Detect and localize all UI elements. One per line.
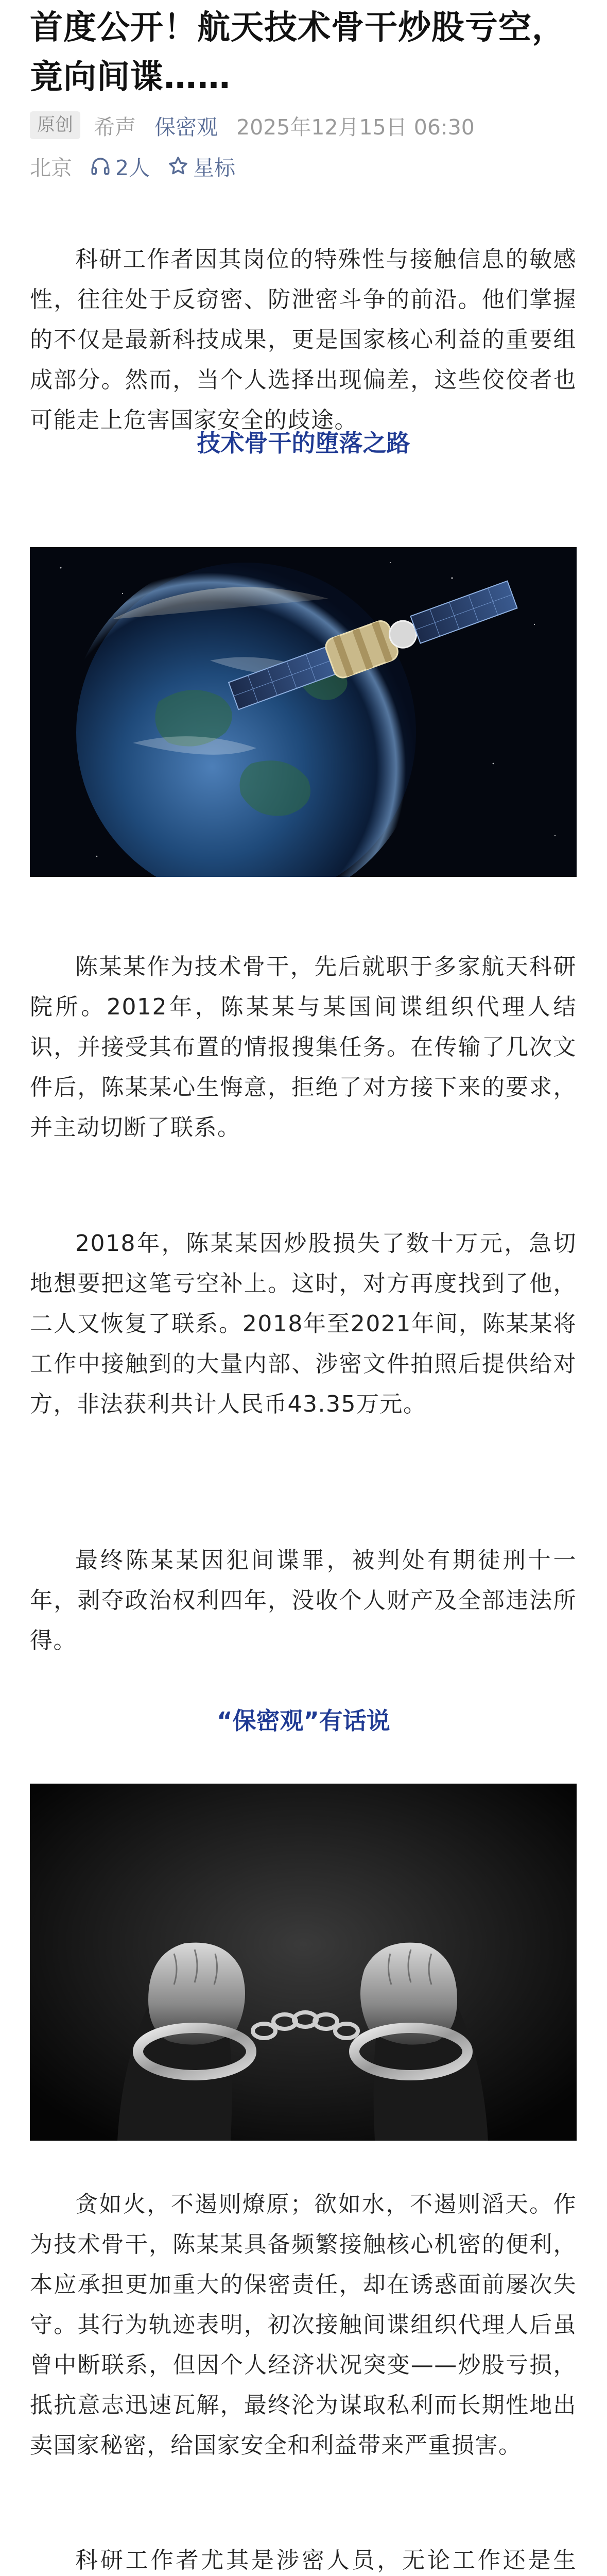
- section-heading-2: “保密观”有话说: [217, 1707, 390, 1735]
- star-label: 星标: [193, 155, 236, 180]
- listen-button[interactable]: [90, 151, 150, 181]
- account-link[interactable]: 保密观: [154, 114, 218, 140]
- publish-location: 北京: [30, 155, 72, 180]
- listen-count: 2人: [115, 155, 150, 180]
- paragraph-intro: 科研工作者因其岗位的特殊性与接触信息的敏感性，往往处于反窃密、防泄密斗争的前沿。他们掌握的不仅是最新科技成果，更是国家核心利益的重要组成部分。然而，当个人选择出现偏差，这些佼佼者也可能走上危害国家安全的歧途。: [30, 246, 577, 433]
- article-title: 首度公开！航天技术骨干炒股亏空，竟向间谍……: [30, 9, 565, 96]
- satellite-earth-illustration: [30, 547, 577, 877]
- publish-date: 2025年12月15日 06:30: [236, 114, 475, 140]
- paragraph-case-2: 2018年，陈某某因炒股损失了数十万元，急切地想要把这笔亏空补上。这时，对方再度找到了他，二人又恢复了联系。2018年至2021年间，陈某某将工作中接触到的大量内部、涉密文件拍照后提供给对方，非法获利共计人民币43.35万元。: [30, 1230, 577, 1417]
- paragraph-case-1: 陈某某作为技术骨干，先后就职于多家航天科研院所。2012年，陈某某与某国间谍组织代理人结识，并接受其布置的情报搜集任务。在传输了几次文件后，陈某某心生悔意，拒绝了对方接下来的要求，并主动切断了联系。: [30, 954, 577, 1141]
- author-name: 希声: [94, 114, 136, 140]
- paragraph-advice: [30, 2540, 577, 2576]
- section-heading-1: 技术骨干的堕落之路: [197, 429, 410, 457]
- paragraph-commentary: 贪如火，不遏则燎原；欲如水，不遏则滔天。作为技术骨干，陈某某具备频繁接触核心机密的便利，本应承担更加重大的保密责任，却在诱惑面前屡次失守。其行为轨迹表明，初次接触间谍组织代理人后虽曾中断联系，但因个人经济状况突变——炒股亏损，抵抗意志迅速瓦解，最终沦为谋取私利而长期性地出卖国家秘密，给国家安全和利益带来严重损害。: [30, 2191, 577, 2459]
- paragraph-verdict: 最终陈某某因犯间谍罪，被判处有期徒刑十一年，剥夺政治权利四年，没收个人财产及全部违法所得。: [30, 1547, 577, 1654]
- star-button[interactable]: [167, 151, 235, 181]
- handcuffs-image: [30, 1784, 577, 2141]
- handcuffed-fists-illustration: [30, 1784, 577, 2141]
- advice-text-1: 科研工作者尤其是涉密人员，无论工作还是生: [75, 2547, 577, 2573]
- headphones-icon: [90, 155, 111, 177]
- star-icon: [167, 155, 189, 177]
- original-tag: 原创: [30, 111, 80, 139]
- satellite-image: [30, 547, 577, 877]
- article-meta-secondary: [30, 150, 235, 181]
- article-meta: [30, 108, 475, 142]
